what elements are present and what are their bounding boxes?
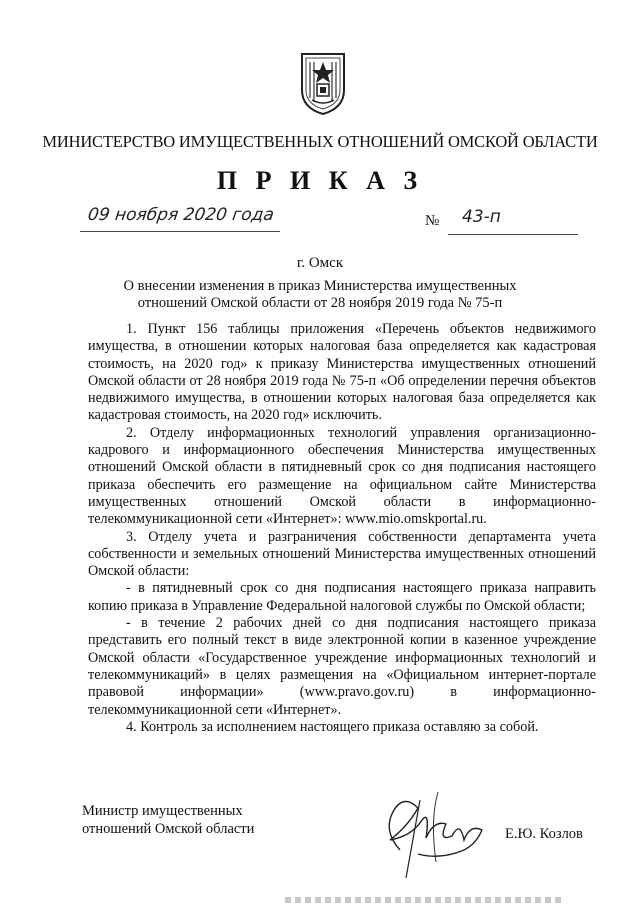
order-body	[88, 321, 596, 736]
order-number-handwritten: 43-п	[462, 207, 501, 227]
signatory-title	[82, 802, 302, 838]
paragraph-3: 3. Отделу учета и разграничения собственности департамента учета собственности и земельных отношений Министерства имущественных отношений Омской области:	[88, 528, 596, 580]
ministry-name: МИНИСТЕРСТВО ИМУЩЕСТВЕННЫХ ОТНОШЕНИЙ ОМСКОЙ ОБЛАСТИ	[42, 132, 598, 151]
paragraph-3b: - в течение 2 рабочих дней со дня подписания настоящего приказа представить его полный текст в виде электронной копии в казенное учреждение Омской области «Государственное учреждение информационных технологий и телекоммуникаций» в целях размещения на «Официальном интернет-портале правовой информации» (www.pravo.gov.ru) в информационно-телекоммуникационной сети «Интернет».	[88, 615, 596, 718]
coat-of-arms-icon	[296, 50, 350, 116]
order-title: О внесении изменения в приказ Министерства имущественных отношений Омской области от 28 ноября 2019 года № 75-п	[123, 278, 517, 311]
signatory-title-line1: Министр имущественных	[82, 803, 243, 819]
signatory-name: Е.Ю. Козлов	[505, 826, 583, 842]
scan-artifact-marks	[285, 897, 565, 903]
signatory-title-line2: отношений Омской области	[82, 821, 255, 837]
document-type-heading: П Р И К А З	[216, 166, 424, 195]
handwritten-signature-icon	[360, 780, 510, 890]
number-underline	[448, 234, 578, 235]
number-sign: №	[425, 213, 440, 229]
paragraph-4: 4. Контроль за исполнением настоящего приказа оставляю за собой.	[126, 718, 539, 735]
city: г. Омск	[296, 255, 344, 271]
order-date-handwritten: 09 ноября 2020 года	[86, 205, 276, 225]
paragraph-1: 1. Пункт 156 таблицы приложения «Перечень объектов недвижимого имущества, в отношении которых налоговая база определяется как кадастровая стоимость, на 2020 год» к приказу Министерства имущественных отношений Омской области от 28 ноября 2019 года № 75-п «Об определении перечня объектов недвижимого имущества, в отношении которых налоговая база определяется как кадастровая стоимость, на 2020 год» исключить.	[88, 321, 596, 424]
paragraph-2: 2. Отделу информационных технологий управления организационно-кадрового и информационного обеспечения Министерства имущественных отношений Омской области в пятидневный срок со дня подписания настоящего приказа обеспечить его размещение на официальном сайте Министерства имущественных отношений Омской области в информационно-телекоммуникационной сети «Интернет»: www.mio.omskportal.ru.	[88, 424, 596, 528]
date-underline	[80, 231, 280, 232]
paragraph-3a: - в пятидневный срок со дня подписания настоящего приказа направить копию приказа в Управление Федеральной налоговой службы по Омской области;	[88, 580, 596, 614]
